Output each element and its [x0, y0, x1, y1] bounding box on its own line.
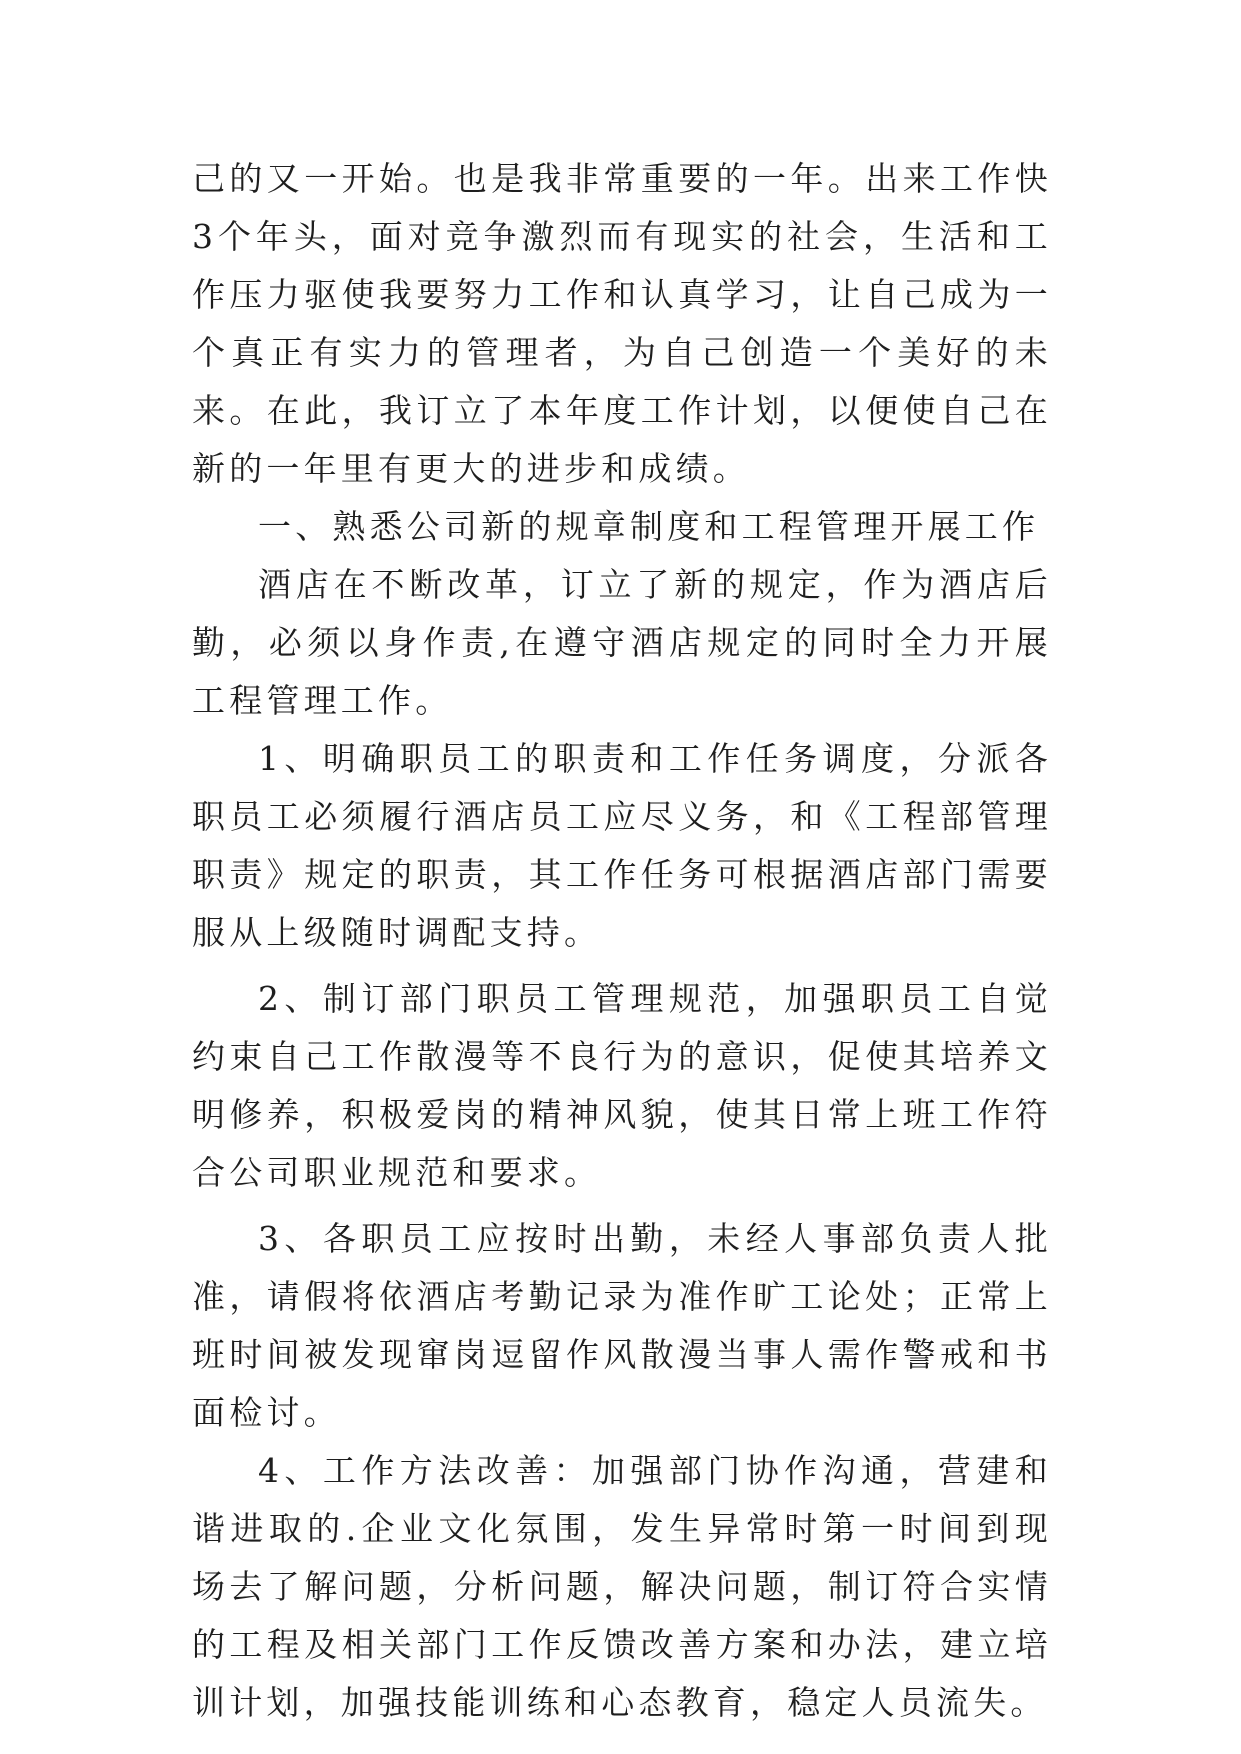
document-body [192, 150, 1052, 1732]
item-2-paragraph: 2、制订部门职员工管理规范，加强职员工自觉约束自己工作散漫等不良行为的意识，促使其培养文明修养，积极爱岗的精神风貌，使其日常上班工作符合公司职业规范和要求。 [192, 979, 1052, 1192]
section-heading: 一、熟悉公司新的规章制度和工程管理开展工作 [258, 507, 1040, 546]
item-1-paragraph: 1、明确职员工的职责和工作任务调度，分派各职员工必须履行酒店员工应尽义务，和《工程部管理职责》规定的职责，其工作任务可根据酒店部门需要服从上级随时调配支持。 [192, 739, 1052, 952]
section-intro-paragraph: 酒店在不断改革，订立了新的规定，作为酒店后勤，必须以身作责,在遵守酒店规定的同时全力开展工程管理工作。 [192, 565, 1052, 720]
intro-paragraph: 己的又一开始。也是我非常重要的一年。出来工作快3个年头，面对竞争激烈而有现实的社会，生活和工作压力驱使我要努力工作和认真学习，让自己成为一个真正有实力的管理者，为自己创造一个美好的未来。在此，我订立了本年度工作计划，以便使自己在新的一年里有更大的进步和成绩。 [192, 159, 1052, 488]
item-4-paragraph: 4、工作方法改善：加强部门协作沟通，营建和谐进取的.企业文化氛围，发生异常时第一时间到现场去了解问题，分析问题，解决问题，制订符合实情的工程及相关部门工作反馈改善方案和办法，建立培训计划，加强技能训练和心态教育，稳定人员流失。 [192, 1451, 1052, 1722]
item-3-paragraph: 3、各职员工应按时出勤，未经人事部负责人批准，请假将依酒店考勤记录为准作旷工论处；正常上班时间被发现窜岗逗留作风散漫当事人需作警戒和书面检讨。 [192, 1219, 1052, 1432]
